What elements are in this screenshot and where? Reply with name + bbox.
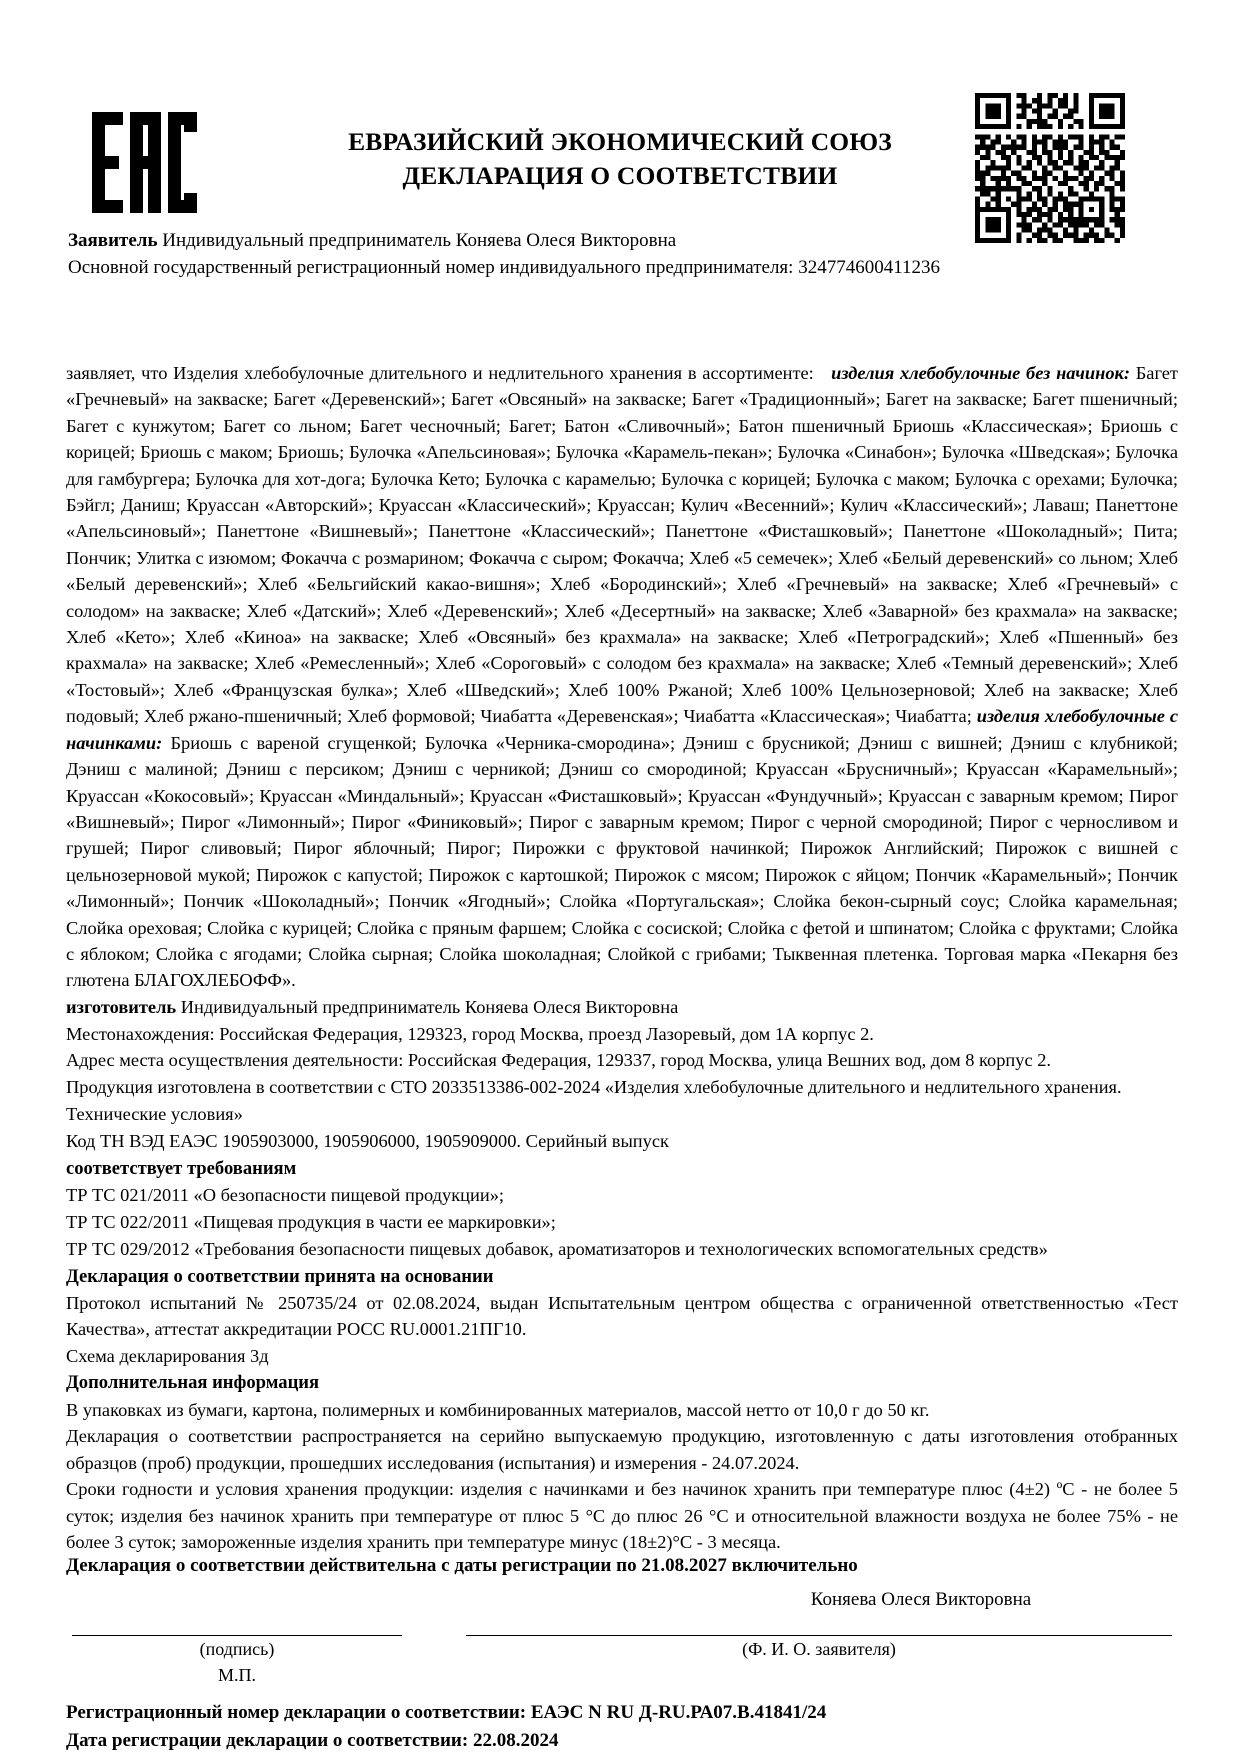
basis-section: [66, 1263, 1178, 1370]
additional-line: Сроки годности и условия хранения продукции: изделия с начинками и без начинок хранить при температуре плюс (4±2) ºС - не более 5 суток; изделия без начинок хранить при температуре от плюс 5 °С до плюс 26 °С и относительной влажности воздуха не более 75% - не более 3 суток; замороженные изделия хранить при температуре минус (18±2)°С - 3 месяца.: [66, 1479, 1178, 1553]
conformity-section: [66, 1155, 1178, 1263]
document-title-block: [300, 125, 940, 192]
qr-code: [975, 93, 1125, 243]
basis-protocol: Протокол испытаний № 250735/24 от 02.08.2024, выдан Испытательным центром общества с ограниченной ответственностью «Тест Качества», аттестат аккредитации РОСС RU.0001.21ПГ10.: [66, 1292, 1178, 1340]
manufacturer-location: Местонахождения: Российская Федерация, 129323, город Москва, проезд Лазоревый, дом 1А корпус 2.: [66, 1023, 874, 1044]
title-line-declaration: ДЕКЛАРАЦИЯ О СООТВЕТСТВИИ: [402, 160, 838, 190]
manufacturer-value: Индивидуальный предприниматель Коняева Олеся Викторовна: [180, 996, 679, 1017]
manufacturer-section-row: [66, 994, 1178, 1155]
product-section: [66, 360, 1178, 994]
manufacturer-section: [66, 994, 1178, 1155]
declaration-body-table: [66, 360, 1178, 1755]
product-trademark: Торговая марка «Пекарня без глютена БЛАГОХЛЕБОФФ».: [66, 943, 1178, 991]
validity-statement: Декларация о соответствии действительна с даты регистрации по 21.08.2027 включительно: [66, 1555, 858, 1577]
title-line-union: ЕВРАЗИЙСКИЙ ЭКОНОМИЧЕСКИЙ СОЮЗ: [348, 127, 892, 156]
conformity-heading: соответствует требованиям: [66, 1157, 297, 1179]
signature-caption-left: (подпись): [199, 1639, 275, 1660]
registration-date: Дата регистрации декларации о соответствии: 22.08.2024: [66, 1730, 559, 1752]
registration-block: [66, 1699, 1178, 1754]
applicant-signature-name: Коняева Олеся Викторовна: [810, 1589, 1032, 1611]
additional-line: В упаковках из бумаги, картона, полимерных и комбинированных материалов, массой нетто от 10,0 г до 50 кг.: [66, 1399, 930, 1420]
product-group-2-label: изделия хлебобулочные с начинками:: [66, 706, 1178, 753]
basis-section-row: [66, 1263, 1178, 1370]
applicant-label: Заявитель: [68, 230, 158, 251]
additional-section: [66, 1369, 1178, 1555]
additional-line: Декларация о соответствии распространяется на серийно выпускаемую продукцию, изготовленную с даты изготовления отобранных образцов (проб) продукции, прошедших исследования (испытания) и измерения - 24.07.2024.: [66, 1426, 1178, 1473]
manufacturer-line: [66, 994, 1178, 1021]
product-group-1-label: изделия хлебобулочные без начинок:: [831, 363, 1130, 383]
signature-area: [66, 1581, 1178, 1697]
signature-caption-right: (Ф. И. О. заявителя): [742, 1639, 896, 1660]
validity-row: [66, 1555, 1178, 1577]
applicant-block: [68, 228, 1178, 282]
product-section-row: [66, 360, 1178, 994]
registration-number: Регистрационный номер декларации о соответствии: ЕАЭС N RU Д-RU.РА07.В.41841/24: [66, 1702, 827, 1724]
basis-scheme: Схема декларирования 3д: [66, 1345, 269, 1366]
additional-section-row: [66, 1369, 1178, 1555]
signature-row: [66, 1577, 1178, 1697]
registration-row: [66, 1697, 1178, 1754]
additional-heading: Дополнительная информация: [66, 1372, 320, 1394]
manufacturer-tn-ved: Код ТН ВЭД ЕАЭС 1905903000, 1905906000, 1905909000. Серийный выпуск: [66, 1131, 669, 1152]
conformity-section-row: [66, 1155, 1178, 1263]
signature-cell: [66, 1577, 1178, 1697]
conformity-item: ТР ТС 022/2011 «Пищевая продукция в части ее маркировки»;: [66, 1211, 556, 1232]
manufacturer-label: изготовитель: [66, 996, 177, 1017]
conformity-item: ТР ТС 021/2011 «О безопасности пищевой продукции»;: [66, 1185, 504, 1206]
conformity-item: ТР ТС 029/2012 «Требования безопасности пищевых добавок, ароматизаторов и технологических вспомогательных средств»: [66, 1238, 1048, 1259]
product-group-1-items: Багет «Гречневый» на закваске; Багет «Деревенский»; Багет «Овсяный» на закваске; Багет «Традиционный»; Багет на закваске; Багет пшеничный; Багет с кунжутом; Багет со льном; Багет чесночный; Багет; Батон «Сливочный»; Батон пшеничный Бриошь «Классическая»; Бриошь с корицей; Бриошь с маком; Бриошь; Булочка «Апельсиновая»; Булочка «Карамель-пекан»; Булочка «Синабон»; Булочка «Шведская»; Булочка для гамбургера; Булочка для хот-дога; Булочка Кето; Булочка с карамелью; Булочка с корицей; Булочка с маком; Булочка с орехами; Булочка; Бэйгл; Даниш; Круассан «Авторский»; Круассан «Классический»; Круассан; Кулич «Весенний»; Кулич «Классический»; Лаваш; Панеттоне «Апельсиновый»; Панеттоне «Вишневый»; Панеттоне «Классический»; Панеттоне «Фисташковый»; Панеттоне «Шоколадный»; Пита; Пончик; Улитка с изюмом; Фокачча с розмарином; Фокачча с сыром; Фокачча; Хлеб «5 семечек»; Хлеб «Белый деревенский» со льном; Хлеб «Белый деревенский»; Хлеб «Бельгийский какао-вишня»; Хлеб «Бородинский»; Хлеб «Гречневый» на закваске; Хлеб «Гречневый» с солодом» на закваске; Хлеб «Датский»; Хлеб «Деревенский»; Хлеб «Десертный» на закваске; Хлеб «Заварной» без крахмала» на закваске; Хлеб «Кето»; Хлеб «Киноа» на закваске; Хлеб «Овсяный» без крахмала» на закваске; Хлеб «Петроградский»; Хлеб «Пшенный» без крахмала» на закваске; Хлеб «Ремесленный»; Хлеб «Сороговый» с солодом без крахмала» на закваске; Хлеб «Темный деревенский»; Хлеб «Тостовый»; Хлеб «Французская булка»; Хлеб «Шведский»; Хлеб 100% Ржаной; Хлеб 100% Цельнозерновой; Хлеб на закваске; Хлеб подовый; Хлеб ржано-пшеничный; Хлеб формовой; Чиабатта «Деревенская»; Чиабатта «Классическая»; Чиабатта;: [66, 363, 1178, 727]
applicant-ogrn-line: Основной государственный регистрационный номер индивидуального предпринимателя: 324774600411236: [68, 256, 940, 278]
applicant-line: [68, 228, 1178, 255]
signature-rule-left: [72, 1635, 402, 1636]
document-header: [0, 0, 1241, 300]
stamp-place-mark: М.П.: [217, 1665, 256, 1686]
product-group-2-items: Бриошь с вареной сгущенкой; Булочка «Черника-смородина»; Дэниш с брусникой; Дэниш с вишней; Дэниш с клубникой; Дэниш с малиной; Дэниш с персиком; Дэниш с черникой; Дэниш со смородиной; Круассан «Брусничный»; Круассан «Карамельный»; Круассан «Кокосовый»; Круассан «Миндальный»; Круассан «Фисташковый»; Круассан «Фундучный»; Круассан с заварным кремом; Пирог «Вишневый»; Пирог «Лимонный»; Пирог «Финиковый»; Пирог с заварным кремом; Пирог с черной смородиной; Пирог с черносливом и грушей; Пирог сливовый; Пирог яблочный; Пирог; Пирожки с фруктовой начинкой; Пирожок Английский; Пирожок с вишней с цельнозерновой мукой; Пирожок с капустой; Пирожок с картошкой; Пирожок с мясом; Пирожок с яйцом; Пончик «Карамельный»; Пончик «Лимонный»; Пончик «Шоколадный»; Пончик «Ягодный»; Слойка «Португальская»; Слойка бекон-сырный соус; Слойка карамельная; Слойка ореховая; Слойка с курицей; Слойка с пряным фаршем; Слойка с сосиской; Слойка с фетой и шпинатом; Слойка с фруктами; Слойка с яблоком; Слойка с ягодами; Слойка сырная; Слойка шоколадная; Слойкой с грибами; Тыквенная плетенка.: [66, 732, 1178, 964]
product-paragraph: [66, 360, 1178, 994]
applicant-value: Индивидуальный предприниматель Коняева Олеся Викторовна: [162, 230, 677, 251]
eac-mark-icon: [92, 110, 197, 215]
registration-cell: [66, 1697, 1178, 1754]
manufacturer-standard: Продукция изготовлена в соответствии с СТО 2033513386-002-2024 «Изделия хлебобулочные длительного и недлительного хранения. Технические условия»: [66, 1077, 1122, 1125]
manufacturer-activity-address: Адрес места осуществления деятельности: Российская Федерация, 129337, город Москва, улица Вешних вод, дом 8 корпус 2.: [66, 1050, 1052, 1071]
product-intro: заявляет, что Изделия хлебобулочные длительного и недлительного хранения в ассортименте:: [66, 363, 814, 383]
basis-heading: Декларация о соответствии принята на основании: [66, 1265, 494, 1287]
signature-rule-right: [466, 1635, 1172, 1636]
